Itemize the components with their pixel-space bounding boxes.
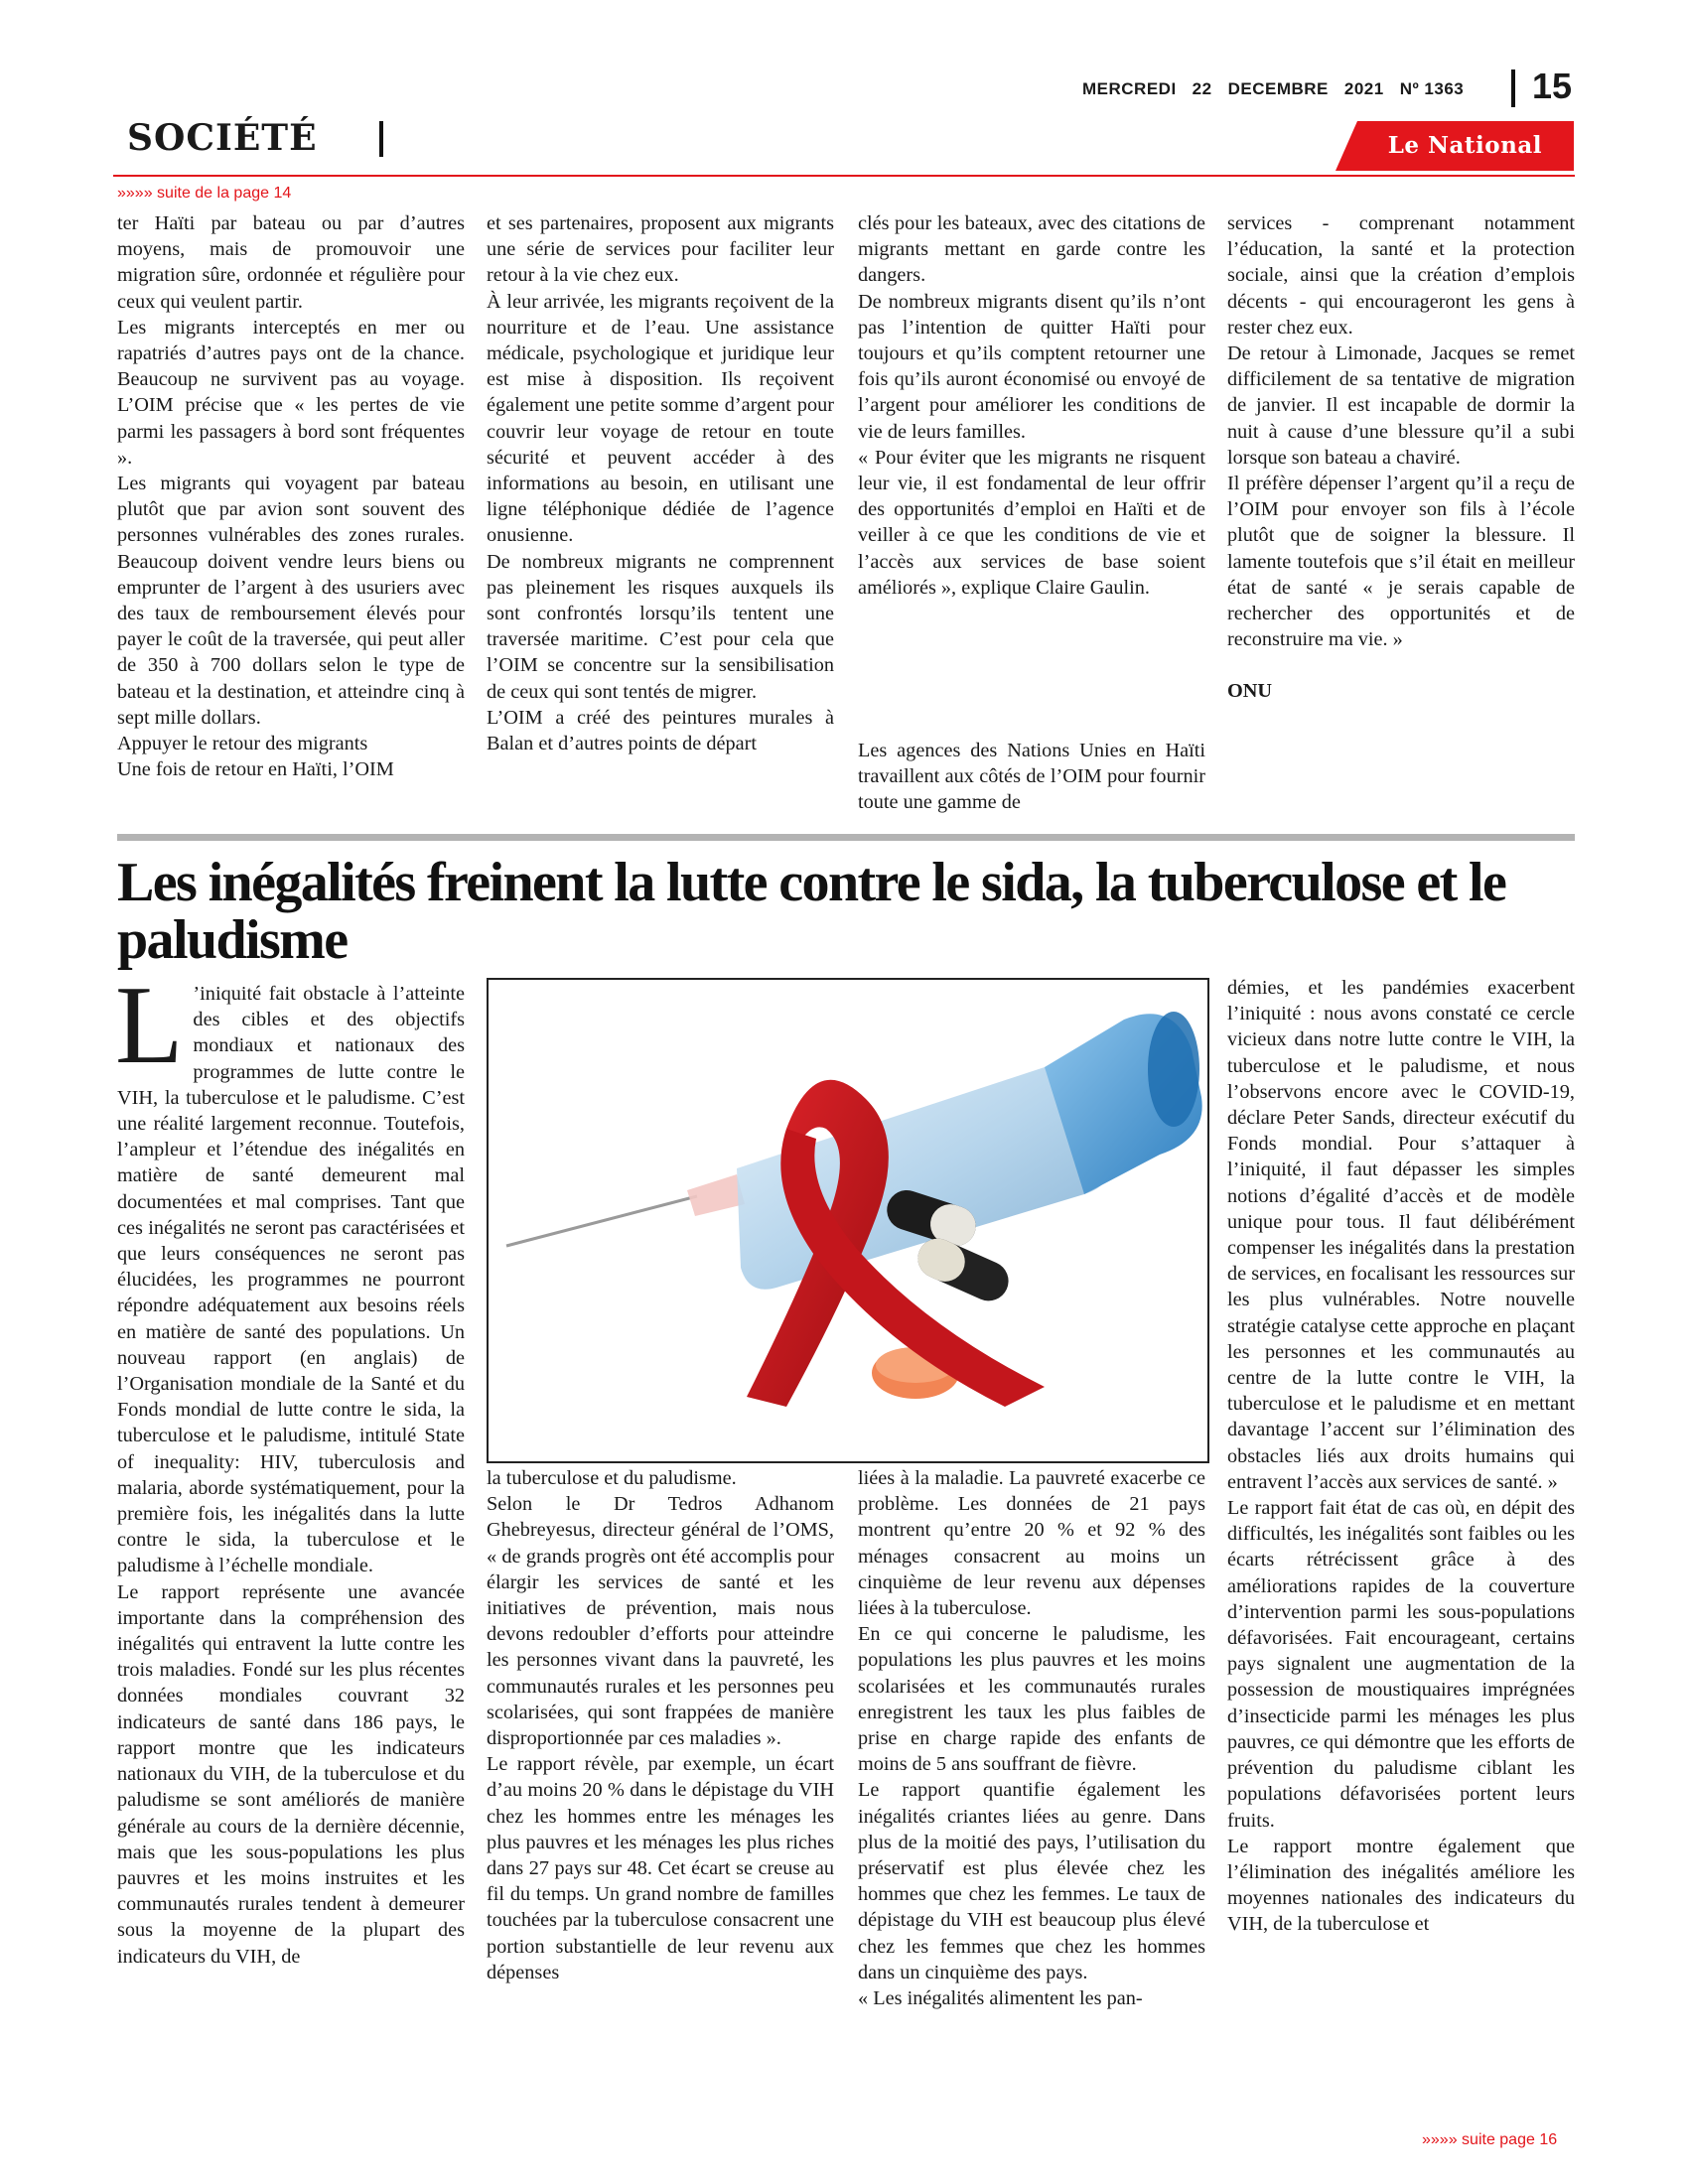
paragraph: Le rapport représente une avancée importante dans la compréhension des inégalités qui entravent la lutte contre les trois maladies. Fondé sur les plus récentes données mondiales couvrant 32 indicateurs de santé dans 186 pays, le rapport montre que les indicateurs nationaux du VIH, de la tuberculose et du paludisme se sont améliorés de manière générale au cours de la dernière décennie, mais que les sous-populations les plus pauvres et les moins instruites et les communautés rurales tendent à demeurer sous la moyenne de la plupart des indicateurs du VIH, de (117, 1580, 465, 1968)
paragraph: liées à la maladie. La pauvreté exacerbe ce problème. Les données de 21 pays montrent qu’entre 20 % et 92 % des ménages consacrent au moins un cinquième de leur revenu aux dépenses liées à la tuberculose. (858, 1467, 1205, 1620)
paragraph: « Les inégalités alimentent les pan- (858, 1987, 1143, 2010)
issue-year: 2021 (1343, 79, 1384, 98)
section-title: SOCIÉTÉ (127, 117, 318, 159)
article1-column-2 (487, 210, 834, 756)
paragraph: Le rapport révèle, par exemple, un écart d’au moins 20 % dans le dépistage du VIH chez les hommes entre les ménages les plus pauvres et les ménages les plus riches dans 27 pays sur 48. Cet écart se creuse au fil du temps. Un grand nombre de familles touchées par la tuberculose consacrent une portion substantielle de leur revenu aux dépenses (487, 1753, 834, 1983)
paragraph-text: ’iniquité fait obstacle à l’atteinte des cibles et des objectifs mondiaux et nationaux des programmes de lutte contre le VIH, la tuberculose et le paludisme. C’est une réalité largement reconnue. Toutefois, l’ampleur et l’étendue des inégalités en matière de santé demeurent mal documentées et mal comprises. Tant que ces inégalités ne seront pas caractérisées et que leurs conséquences ne seront pas élucidées, les programmes ne pourront répondre adéquatement aux besoins réels en matière de santé des populations. Un nouveau rapport (en anglais) de l’Organisation mondiale de la Santé et du Fonds mondial de lutte contre le sida, la tuberculose et le paludisme, intitulé State of inequality: HIV, tuberculosis and malaria, aborde systématiquement, pour la première fois, les inégalités dans la lutte contre le sida, la tuberculose et le paludisme à l’échelle mondiale. (117, 983, 465, 1577)
article1-column-1 (117, 210, 465, 782)
issue-date: 22 (1192, 79, 1212, 98)
article1-column-3 (858, 210, 1205, 601)
paragraph: services - comprenant notamment l’éducation, la santé et la protection sociale, ainsi que la création d’emplois décents - qui encourageront les gens à rester chez eux. (1227, 212, 1575, 339)
dropcap: L (115, 964, 184, 1087)
article2-column-4 (1227, 975, 1575, 1938)
article2-column-1 (115, 964, 465, 1970)
paragraph: Une fois de retour en Haïti, l’OIM (117, 758, 394, 781)
article-illustration (487, 978, 1209, 1463)
issue-month: DECEMBRE (1227, 79, 1329, 98)
paragraph: Les agences des Nations Unies en Haïti travaillent aux côtés de l’OIM pour fournir toute une gamme de (858, 740, 1205, 814)
article2-column-3 (858, 1465, 1205, 2011)
paragraph: clés pour les bateaux, avec des citations de migrants mettant en garde contre les dangers. (858, 212, 1205, 287)
subheading: Appuyer le retour des migrants (117, 733, 368, 755)
issue-number: Nº 1363 (1399, 79, 1465, 98)
needle (506, 1196, 697, 1246)
paragraph: Selon le Dr Tedros Adhanom Ghebreyesus, directeur général de l’OMS, « de grands progrès ont été accomplis pour élargir les services de santé et les initiatives de prévention, mais nous devons redoubler d’efforts pour atteindre les personnes vivant dans la pauvreté, les communautés rurales et les personnes peu scolarisées, qui sont frappées de manière disproportionnée par ces maladies ». (487, 1493, 834, 1750)
paragraph: À leur arrivée, les migrants reçoivent de la nourriture et de l’eau. Une assistance médicale, psychologique et juridique leur est mise à disposition. Ils reçoivent également une petite somme d’argent pour couvrir leur voyage de retour en toute sécurité et peuvent accéder à des informations au besoin, en utilisant une ligne téléphonique dédiée de l’agence onusienne. (487, 290, 834, 547)
header-rule (113, 175, 1575, 177)
issue-line (1082, 79, 1479, 99)
page-number: 15 (1532, 66, 1573, 106)
paragraph: L’OIM a créé des peintures murales à Balan et d’autres points de départ (487, 706, 834, 755)
continued-on-link[interactable]: »»»» suite page 16 (1422, 2131, 1558, 2148)
paragraph: ter Haïti par bateau ou par d’autres moyens, mais de promouvoir une migration sûre, ordonnée et régulière pour ceux qui veulent partir. (117, 212, 465, 313)
page-number-divider (1511, 69, 1515, 107)
paragraph: Les migrants qui voyagent par bateau plutôt que par avion sont souvent des personnes vulnérables des zones rurales. Beaucoup doivent vendre leurs biens ou emprunter de l’argent à des usuriers avec des taux de remboursement élevés pour payer le coût de la traversée, qui peut aller de 350 à 700 dollars selon le type de bateau et la destination, et atteindre cinq à sept mille dollars. (117, 473, 465, 729)
paragraph: De retour à Limonade, Jacques se remet difficilement de sa tentative de migration de janvier. Il est incapable de dormir la nuit à cause d’une blessure qu’il a subi lorsque son bateau a chaviré. (1227, 342, 1575, 469)
red-ribbon-syringe-image (489, 980, 1207, 1461)
brand-name: Le National (1387, 132, 1542, 159)
article-divider (117, 834, 1575, 841)
paragraph: De nombreux migrants disent qu’ils n’ont pas l’intention de quitter Haïti pour toujours et qu’ils comptent retourner une fois qu’ils auront économisé ou envoyé de l’argent pour améliorer les conditions de vie de leurs familles. (858, 290, 1205, 443)
paragraph: « Pour éviter que les migrants ne risquent leur vie, il est fondamental de leur offrir des opportunités d’emploi en Haïti et de veiller à ce que les conditions de vie et l’accès aux services de base soient améliorés », explique Claire Gaulin. (858, 446, 1205, 599)
paragraph: Les migrants interceptés en mer ou rapatriés d’autres pays ont de la chance. Beaucoup ne survivent pas au voyage. L’OIM précise que « les pertes de vie parmi les passagers à bord sont fréquentes ». (117, 316, 465, 469)
article-headline: Les inégalités freinent la lutte contre le sida, la tuberculose et le paludisme (117, 852, 1506, 971)
continued-from-link[interactable]: »»»» suite de la page 14 (117, 185, 292, 202)
section-divider (379, 121, 383, 157)
paragraph: et ses partenaires, proposent aux migrants une série de services pour faciliter leur retour à la vie chez eux. (487, 212, 834, 287)
paragraph: En ce qui concerne le paludisme, les populations les plus pauvres et les moins scolarisées et les communautés rurales enregistrent les taux les plus faibles de prise en charge rapide des enfants de moins de 5 ans souffrant de fièvre. (858, 1623, 1205, 1776)
article-signature: ONU (1227, 680, 1273, 703)
paragraph: Le rapport montre également que l’élimination des inégalités améliore les moyennes nationales des indicateurs du VIH, de la tuberculose et (1227, 1835, 1575, 1936)
issue-day: MERCREDI (1082, 79, 1177, 98)
article2-column-2 (487, 1465, 834, 1985)
paragraph (115, 964, 465, 1579)
article1-column-3-bottom (858, 738, 1205, 816)
paragraph: Il préfère dépenser l’argent qu’il a reçu de l’OIM pour envoyer son fils à l’école plutôt que de soigner la blessure. Il lamente toutefois que s’il était en meilleur état de santé « je serais capable de rechercher des opportunités et de reconstruire ma vie. » (1227, 473, 1575, 651)
paragraph: De nombreux migrants ne comprennent pas pleinement les risques auxquels ils sont confrontés lorsqu’ils tentent une traversée maritime. C’est pour cela que l’OIM se concentre sur la sensibilisation de ceux qui sont tentés de migrer. (487, 550, 834, 703)
article1-column-4 (1227, 210, 1575, 705)
paragraph: démies, et les pandémies exacerbent l’iniquité : nous avons constaté ce cercle vicieux dans notre lutte contre le VIH, la tuberculose et le paludisme, et nous l’observons encore avec le COVID-19, déclare Peter Sands, directeur exécutif du Fonds mondial. Pour s’attaquer à l’iniquité, il faut dépasser les simples notions d’égalité d’accès et de modèle unique pour tous. Il faut délibérément compenser les inégalités dans la prestation de services, en focalisant les ressources sur les plus vulnérables. Notre nouvelle stratégie catalyse cette approche en plaçant les personnes et les communautés au centre de la lutte contre le VIH, la tuberculose et le paludisme et en mettant davantage l’accent sur l’élimination des obstacles liés aux droits humains qui entravent l’accès aux services de santé. » (1227, 977, 1575, 1493)
paragraph: la tuberculose et du paludisme. (487, 1467, 737, 1489)
paragraph: Le rapport quantifie également les inégalités criantes liées au genre. Dans plus de la moitié des pays, l’utilisation du préservatif est plus élevée chez les hommes que chez les femmes. Le taux de dépistage du VIH est beaucoup plus élevé chez les femmes que chez les hommes dans un cinquième des pays. (858, 1779, 1205, 1983)
paragraph: Le rapport fait état de cas où, en dépit des difficultés, les inégalités sont faibles ou les écarts rétrécissent grâce à des améliorations rapides de la couverture d’intervention parmi les sous-populations défavorisées. Fait encourageant, certains pays signalent une augmentation de la possession de moustiquaires imprégnées d’insecticide parmi les ménages les plus pauvres, ce qui démontre que les efforts de prévention du paludisme ciblant les populations défavorisées portent leurs fruits. (1227, 1497, 1575, 1832)
